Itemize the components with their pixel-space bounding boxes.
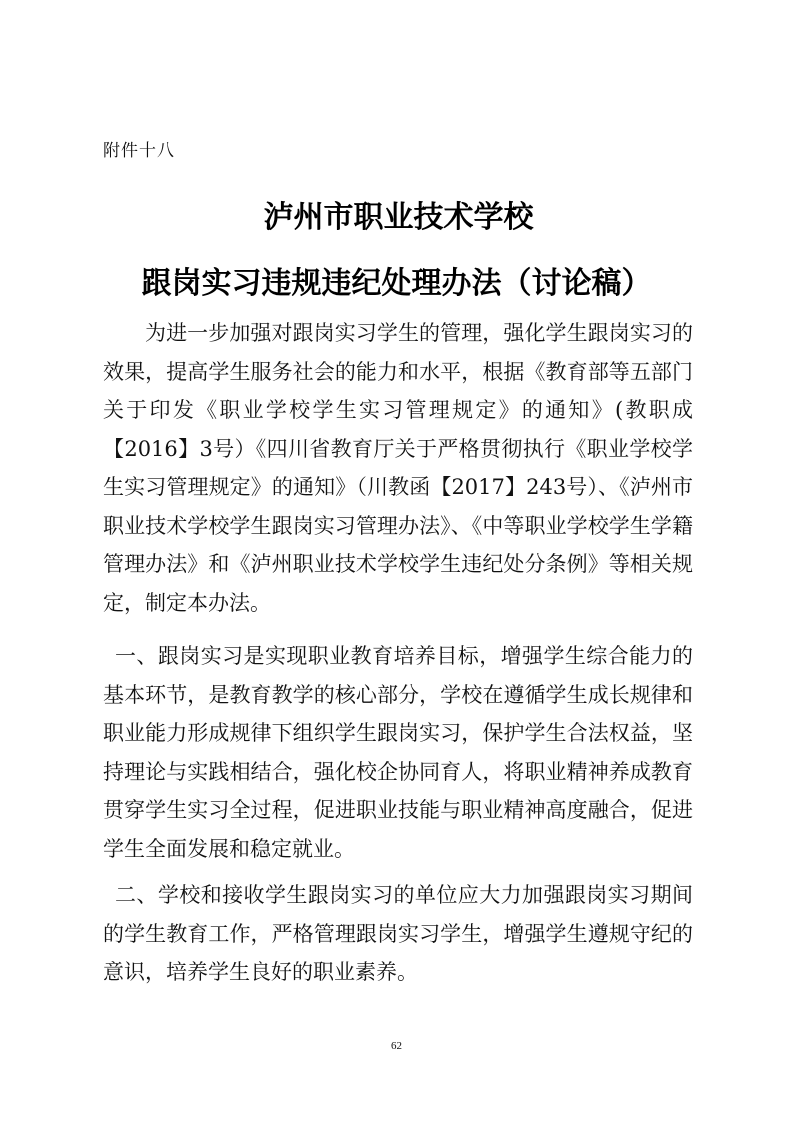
attachment-label: 附件十八	[103, 141, 175, 161]
document-title-line2: 跟岗实习违规违纪处理办法（讨论稿）	[141, 266, 652, 301]
paragraph-text: 一、跟岗实习是实现职业教育培养目标，增强学生综合能力的基本环节，是教育教学的核心部分，学校在遵循学生成长规律和职业能力形成规律下组织学生跟岗实习，保护学生合法权益，坚持理论与实践相结合，强化校企协同育人，将职业精神养成教育贯穿学生实习全过程，促进职业技能与职业精神高度融合，促进学生全面发展和稳定就业。	[103, 644, 693, 861]
body-paragraph-article-two	[103, 876, 693, 992]
page-number: 62	[391, 1040, 402, 1052]
body-paragraph-intro	[103, 314, 693, 622]
paragraph-text: 为进一步加强对跟岗实习学生的管理，强化学生跟岗实习的效果，提高学生服务社会的能力和水平，根据《教育部等五部门关于印发《职业学校学生实习管理规定》的通知》(教职成【2016】3号）《四川省教育厅关于严格贯彻执行《职业学校学生实习管理规定》的通知》（川教函【2017】243号）、《泸州市职业技术学校学生跟岗实习管理办法》、《中等职业学校学生学籍管理办法》和《泸州职业技术学校学生违纪处分条例》等相关规定，制定本办法。	[103, 321, 693, 615]
paragraph-text: 二、学校和接收学生跟岗实习的单位应大力加强跟岗实习期间的学生教育工作，严格管理跟岗实习学生，增强学生遵规守纪的意识，培养学生良好的职业素养。	[103, 883, 693, 984]
body-paragraph-article-one	[103, 637, 693, 868]
document-title-line1: 泸州市职业技术学校	[263, 200, 534, 235]
